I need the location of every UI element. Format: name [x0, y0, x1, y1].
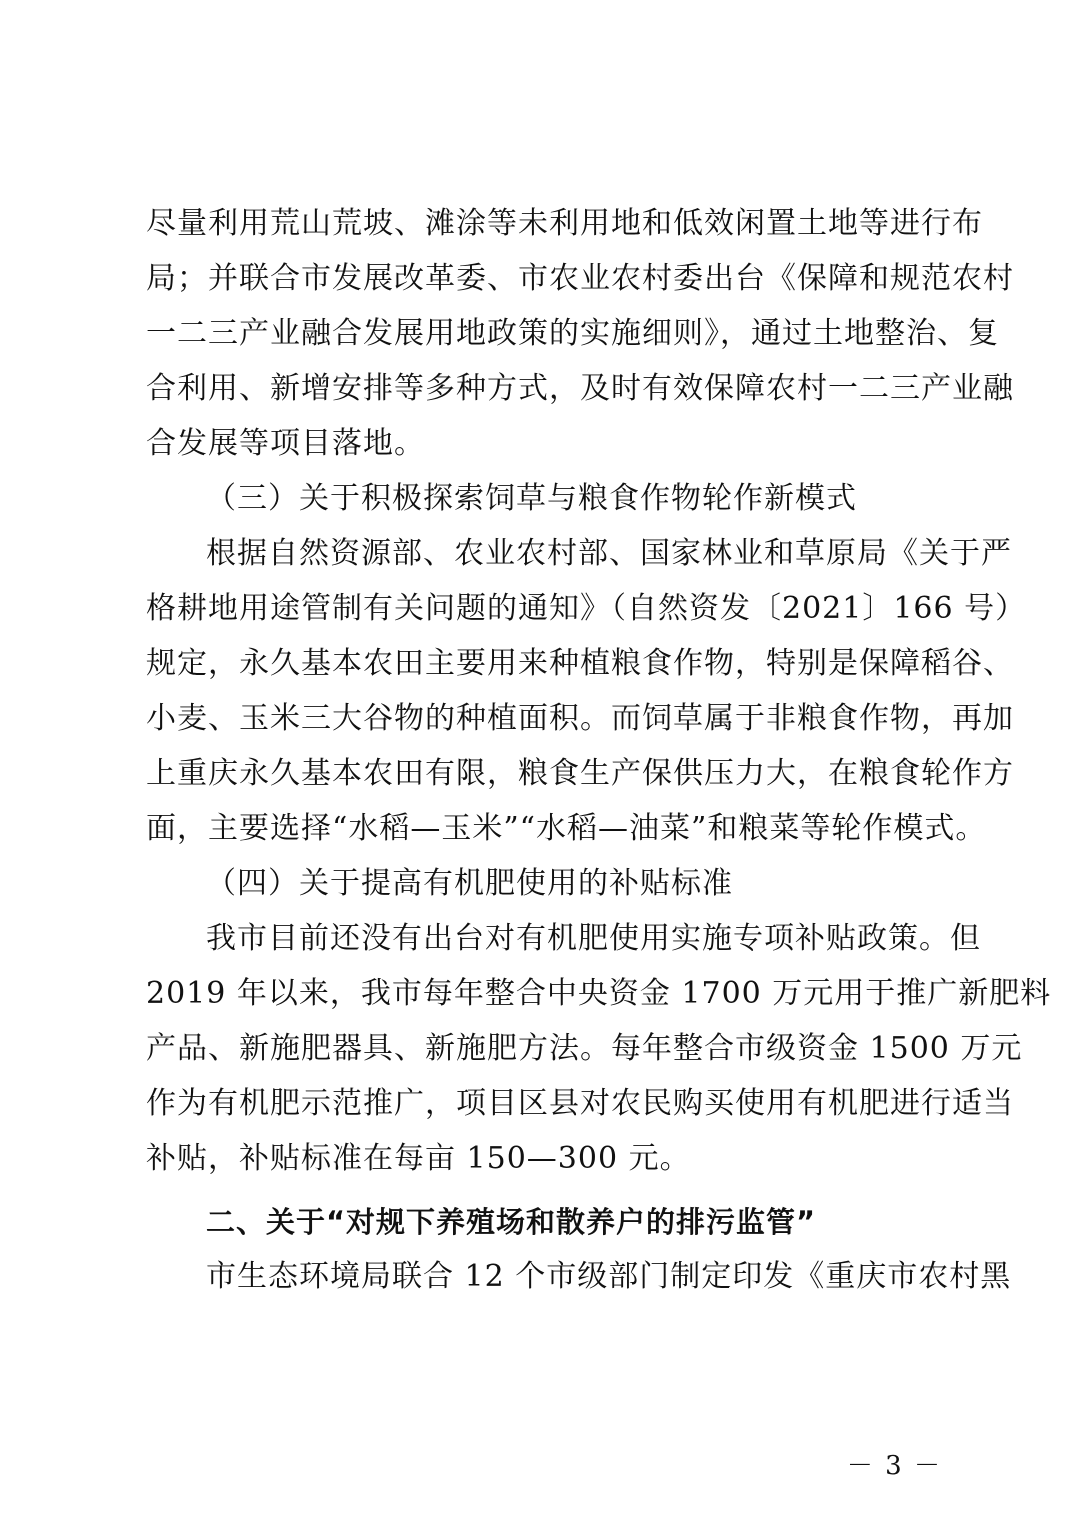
body-text-line: 规定，永久基本农田主要用来种植粮食作物，特别是保障稻谷、 [146, 646, 1014, 681]
body-text-line: 市生态环境局联合 12 个市级部门制定印发《重庆市农村黑 [206, 1259, 1012, 1294]
part-heading-2: 二、关于“对规下养殖场和散养户的排污监管” [206, 1205, 817, 1239]
body-text-line: 合利用、新增安排等多种方式，及时有效保障农村一二三产业融 [146, 371, 1014, 406]
body-text-line: 根据自然资源部、农业农村部、国家林业和草原局《关于严 [206, 536, 1012, 571]
body-text-line: 上重庆永久基本农田有限，粮食生产保供压力大，在粮食轮作方 [146, 756, 1014, 791]
body-text-line: 格耕地用途管制有关问题的通知》（自然资发〔2021〕166 号） [146, 591, 1027, 626]
body-text-line: 面，主要选择“水稻—玉米”“水稻—油菜”和粮菜等轮作模式。 [146, 811, 987, 846]
body-text-line: 局；并联合市发展改革委、市农业农村委出台《保障和规范农村 [146, 261, 1014, 296]
page-number: － 3 － [846, 1451, 942, 1481]
body-text-line: 尽量利用荒山荒坡、滩涂等未利用地和低效闲置土地等进行布 [146, 206, 983, 241]
body-text-line: 合发展等项目落地。 [146, 426, 425, 461]
section-heading-4: （四）关于提高有机肥使用的补贴标准 [206, 866, 733, 901]
body-text-line: 一二三产业融合发展用地政策的实施细则》，通过土地整治、复 [146, 316, 999, 351]
body-text-line: 2019 年以来，我市每年整合中央资金 1700 万元用于推广新肥料 [146, 976, 1052, 1011]
section-heading-3: （三）关于积极探索饲草与粮食作物轮作新模式 [206, 481, 857, 516]
body-text-line: 作为有机肥示范推广，项目区县对农民购买使用有机肥进行适当 [146, 1086, 1014, 1121]
body-text-line: 小麦、玉米三大谷物的种植面积。而饲草属于非粮食作物，再加 [146, 701, 1014, 736]
body-text-line: 补贴，补贴标准在每亩 150—300 元。 [146, 1141, 691, 1176]
body-text-line: 产品、新施肥器具、新施肥方法。每年整合市级资金 1500 万元 [146, 1031, 1023, 1066]
body-text-line: 我市目前还没有出台对有机肥使用实施专项补贴政策。但 [206, 921, 981, 956]
